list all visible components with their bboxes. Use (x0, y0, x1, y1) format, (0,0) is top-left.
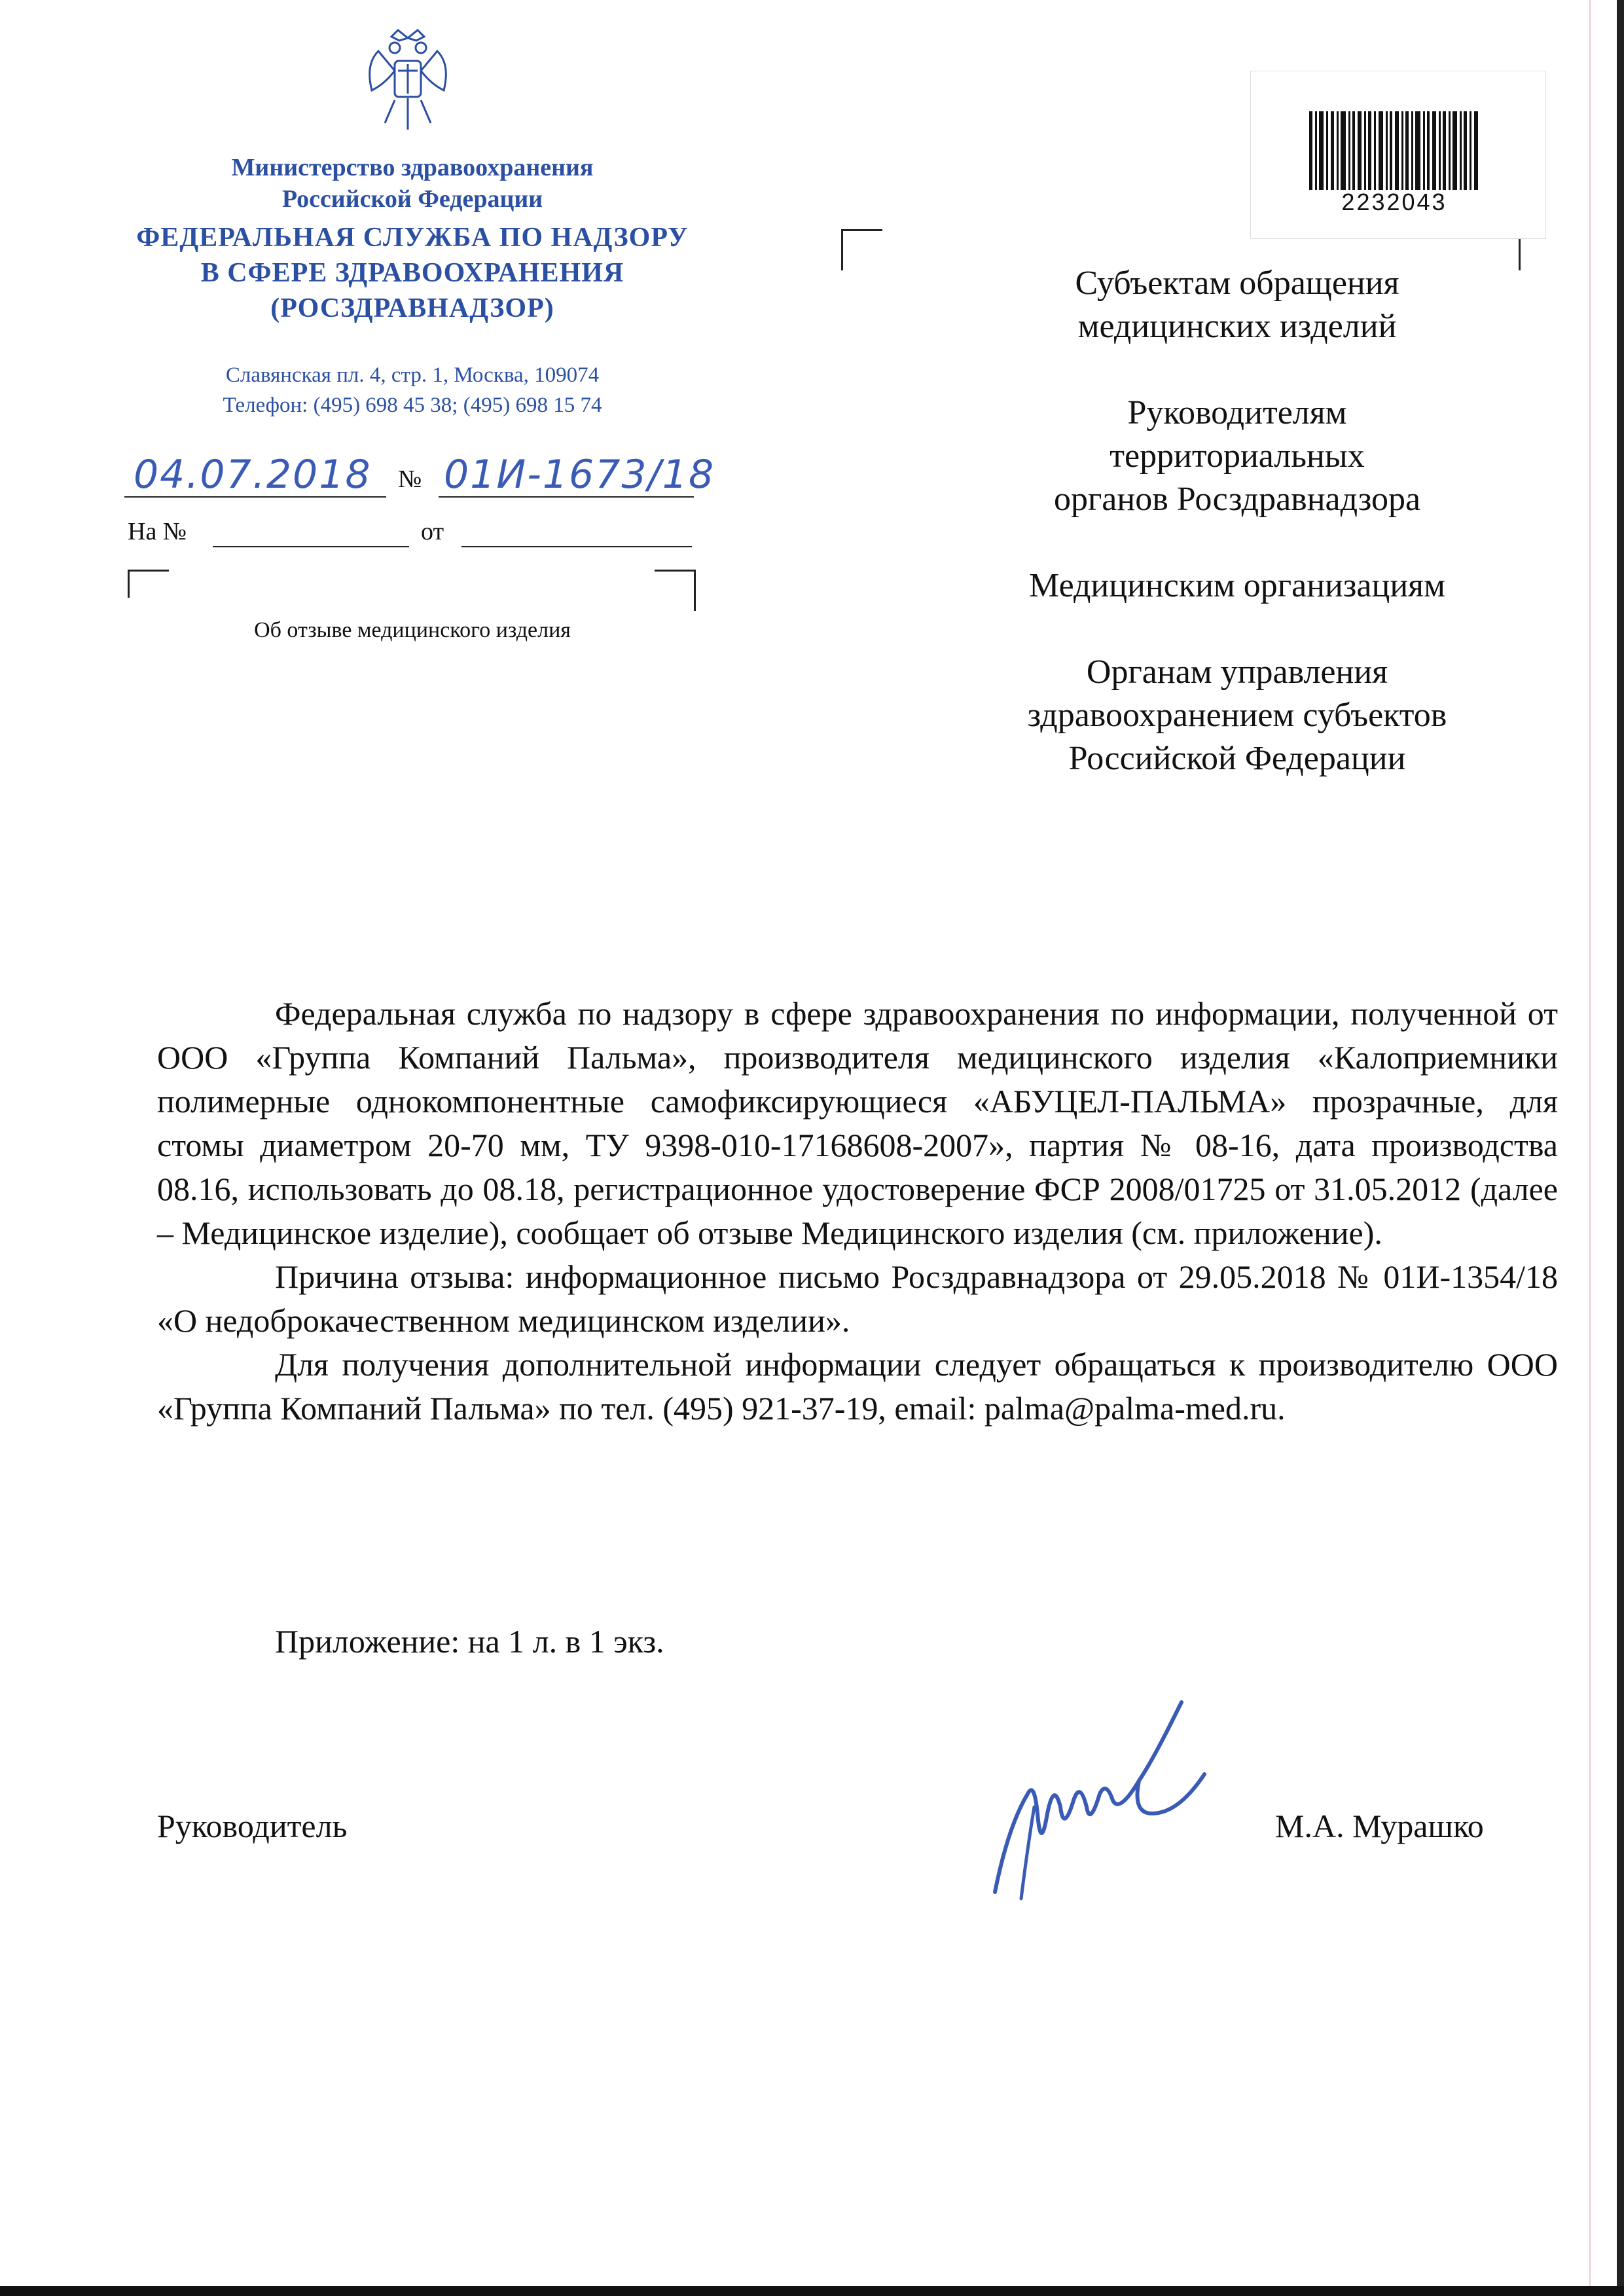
handwritten-signature (982, 1683, 1270, 1912)
addressees (943, 262, 1532, 824)
reference-number-field (213, 546, 409, 547)
addressee (943, 392, 1532, 521)
letter-body (157, 992, 1558, 1430)
page-edge (0, 2286, 1624, 2296)
addressee-line: территориальных (1110, 437, 1365, 475)
reference-from-label: от (421, 518, 444, 545)
barcode-number: 2232043 (1341, 189, 1447, 215)
addressee (943, 651, 1532, 780)
addressee-line: Органам управления (1086, 653, 1388, 691)
ministry-line: Российской Федерации (281, 185, 543, 213)
addressee-line: органов Росздравнадзора (1053, 481, 1421, 518)
registration-number: 01И-1673/18 (444, 452, 715, 498)
addressee-line: Медицинским организациям (1029, 567, 1445, 604)
signer-name: М.А. Мурашко (1275, 1808, 1484, 1844)
agency-line: В СФЕРЕ ЗДРАВООХРАНЕНИЯ (200, 258, 624, 288)
number-label: № (398, 465, 422, 493)
corner-mark (841, 229, 882, 270)
agency-address (131, 360, 694, 420)
letter-subject: Об отзыве медицинского изделия (254, 618, 571, 642)
agency-line: (РОСЗДРАВНАДЗОР) (270, 293, 554, 323)
body-paragraph: Для получения дополнительной информации следует обращаться к производителю ООО «Группа Компаний Пальма» по тел. (495) 921-37-19, email: palma@palma-med.ru. (157, 1346, 1558, 1427)
body-paragraph: Причина отзыва: информационное письмо Росздравнадзора от 29.05.2018 № 01И-1354/18 «О недоброкачественном медицинском изделии». (157, 1258, 1558, 1339)
coat-of-arms-icon (359, 25, 457, 136)
barcode-icon (1309, 111, 1479, 196)
body-paragraph: Федеральная служба по надзору в сфере здравоохранения по информации, полученной от ООО «Группа Компаний Пальма», производителя медицинского изделия «Калоприемники полимерные однокомпонентные самофиксирующиеся «АБУЦЕЛ-ПАЛЬМА» прозрачные, для стомы диаметром 20-70 мм, ТУ 9398-010-17168608-2007», партия № 08-16, дата производства 08.16, использовать до 08.18, регистрационное удостоверение ФСР 2008/01725 от 31.05.2012 (далее – Медицинское изделие), сообщает об отзыве Медицинского изделия (см. приложение). (157, 995, 1558, 1251)
addressee (943, 262, 1532, 348)
registration-date: 04.07.2018 (134, 452, 372, 498)
addressee (943, 564, 1532, 608)
agency-line: ФЕДЕРАЛЬНАЯ СЛУЖБА ПО НАДЗОРУ (136, 223, 689, 253)
addressee-line: Российской Федерации (1068, 740, 1406, 777)
addressee-line: Субъектам обращения (1075, 264, 1399, 302)
address-line: Телефон: (495) 698 45 38; (495) 698 15 74 (223, 393, 602, 417)
corner-mark (128, 570, 169, 598)
addressee-line: медицинских изделий (1077, 308, 1397, 345)
ministry-line: Министерство здравоохранения (231, 154, 594, 181)
reference-line (128, 517, 697, 556)
reference-date-field (461, 546, 692, 547)
corner-mark (655, 570, 696, 611)
ministry-name (131, 152, 694, 215)
signer-position: Руководитель (157, 1808, 348, 1844)
reference-label: На № (128, 518, 187, 545)
agency-name (105, 220, 720, 326)
page-edge (1617, 0, 1624, 2296)
registration-line (124, 452, 715, 517)
margin-line (1589, 0, 1591, 2296)
address-line: Славянская пл. 4, стр. 1, Москва, 109074 (225, 363, 600, 387)
attachment-note: Приложение: на 1 л. в 1 экз. (275, 1623, 664, 1660)
addressee-line: здравоохранением субъектов (1027, 697, 1447, 734)
addressee-line: Руководителям (1127, 394, 1347, 431)
